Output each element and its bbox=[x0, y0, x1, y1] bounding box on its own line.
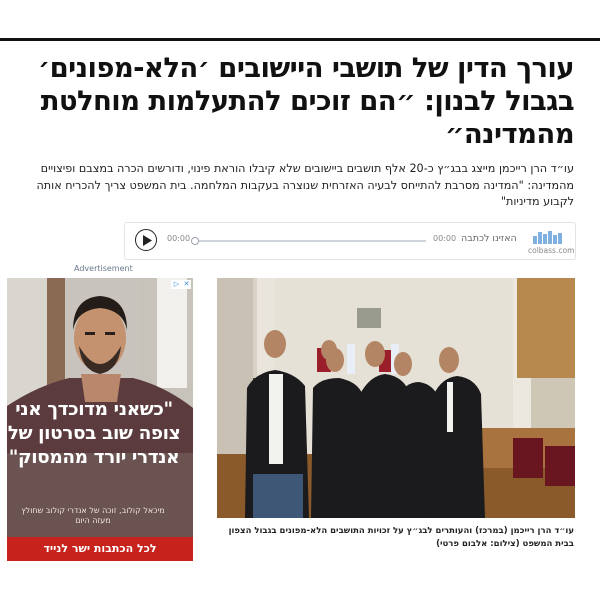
photo-caption: עו״ד הרן רייכמן (במרכז) והעותרים לבג״ץ על זכויות התושבים הלא-מפונים בגבול הצפון בבית המשפט (צילום: אלבום פרטי) bbox=[228, 526, 574, 549]
top-rule bbox=[0, 38, 600, 41]
listen-label: האזינו לכתבה bbox=[461, 233, 517, 244]
audio-player bbox=[124, 222, 576, 260]
current-time: 00:00 bbox=[167, 234, 191, 243]
progress-knob[interactable] bbox=[191, 237, 199, 245]
courtroom-group-photo bbox=[217, 278, 575, 518]
play-button[interactable] bbox=[135, 229, 157, 251]
article-subhead: עו״ד הרן רייכמן מייצג בבג״ץ כ-20 אלף תושבים ביישובים שלא קיבלו הוראת פינוי, ודורשים הכרה במצבם ופיצויים מהמדינה: "המדינה מסרבת להתייחס לבעיה האזרחית שנוצרה בעקבות המלחמה. בית המשפט צריך להכריח אותה לקבוע מדיניות" bbox=[36, 162, 574, 208]
article-headline: עורך הדין של תושבי היישובים ׳הלא-מפונים׳ בגבול לבנון: ״הם זוכים להתעלמות מוחלטת מהמדינה״ bbox=[37, 52, 574, 150]
play-icon bbox=[142, 235, 152, 246]
audio-brand[interactable]: colbass.com bbox=[528, 246, 575, 255]
article-photo bbox=[217, 278, 575, 518]
ad-subtext: מיכאל קולוב, זוכה של אנדרי קולוב שחולץ מעזה היום bbox=[21, 506, 165, 525]
ad-headline[interactable]: "כשאני מדוכדך אני צופה שוב בסרטון של אנדרי יורד מהמסוק" bbox=[7, 399, 181, 468]
audio-progress-slider[interactable] bbox=[195, 240, 426, 242]
ad-label: Advertisement bbox=[74, 264, 133, 273]
ad-close-icon[interactable]: ✕ bbox=[183, 280, 190, 288]
ad-choices[interactable] bbox=[171, 280, 191, 289]
ad-cta-button[interactable]: לכל הכתבות ישר לנייד bbox=[7, 537, 193, 561]
total-time: 00:00 bbox=[433, 234, 457, 243]
colbass-logo-icon bbox=[533, 231, 563, 244]
ad-info-icon[interactable]: ▷ bbox=[173, 280, 180, 288]
